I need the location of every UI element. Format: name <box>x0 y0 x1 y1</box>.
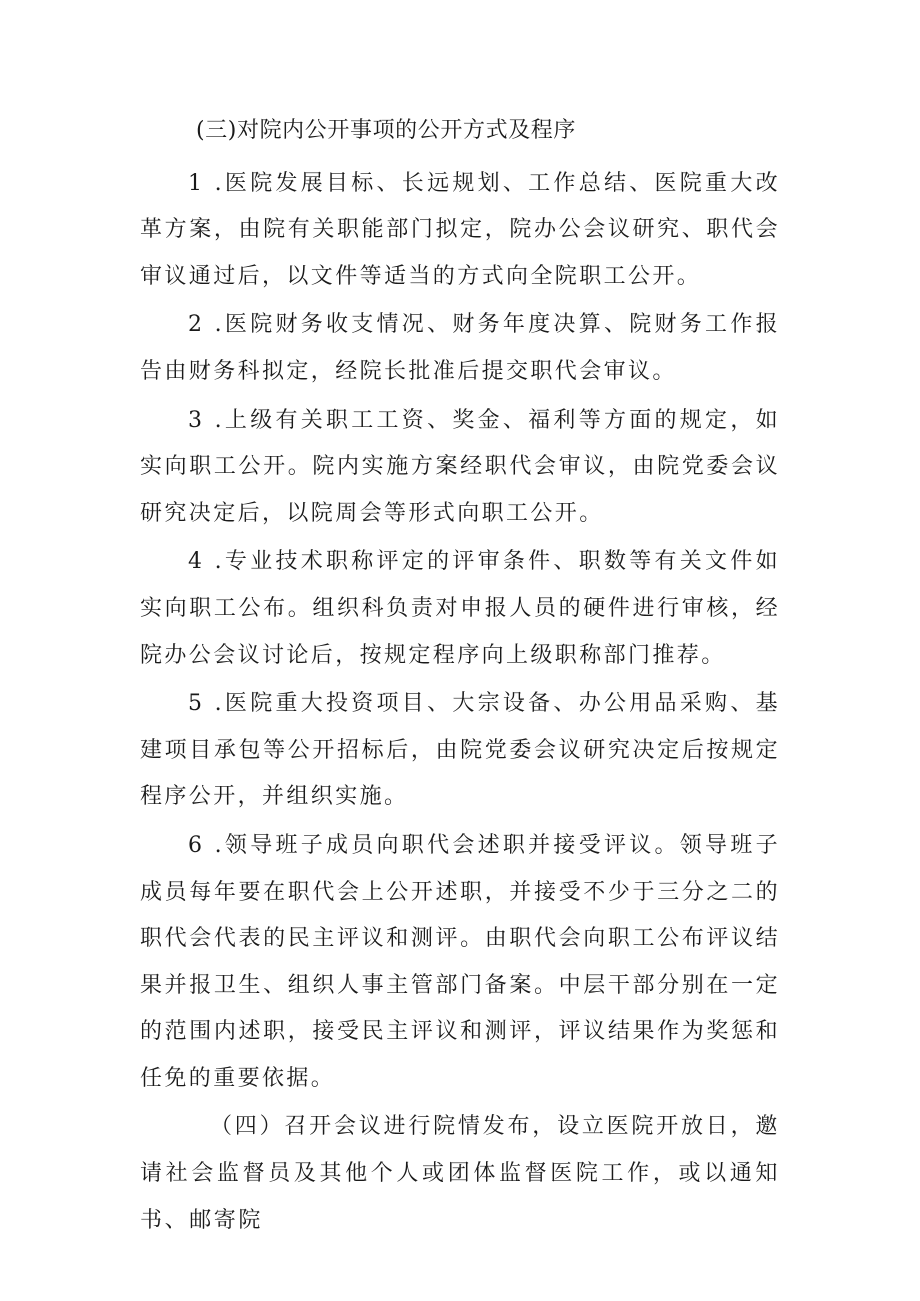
list-item-1: 1 .医院发展目标、长远规划、工作总结、医院重大改革方案，由院有关职能部门拟定，院办公会议研究、职代会审议通过后，以文件等适当的方式向全院职工公开。 <box>140 170 780 289</box>
list-item-2: 2 .医院财务收支情况、财务年度决算、院财务工作报告由财务科拟定，经院长批准后提交职代会审议。 <box>140 312 780 384</box>
document-body <box>140 108 780 1244</box>
section-paragraph-4: （四）召开会议进行院情发布，设立医院开放日，邀请社会监督员及其他个人或团体监督医院工作，或以通知书、邮寄院 <box>140 1114 780 1233</box>
section-heading-3: (三)对院内公开事项的公开方式及程序 <box>196 118 576 143</box>
list-item-3: 3 .上级有关职工工资、奖金、福利等方面的规定，如实向职工公开。院内实施方案经职代会审议，由院党委会议研究决定后，以院周会等形式向职工公开。 <box>140 407 780 526</box>
list-item-5: 5 .医院重大投资项目、大宗设备、办公用品采购、基建项目承包等公开招标后，由院党委会议研究决定后按规定程序公开，并组织实施。 <box>140 691 780 810</box>
list-item-6: 6 .领导班子成员向职代会述职并接受评议。领导班子成员每年要在职代会上公开述职，并接受不少于三分之二的职代会代表的民主评议和测评。由职代会向职工公布评议结果并报卫生、组织人事主管部门备案。中层干部分别在一定的范围内述职，接受民主评议和测评，评议结果作为奖惩和任免的重要依据。 <box>140 832 780 1091</box>
list-item-4: 4 .专业技术职称评定的评审条件、职数等有关文件如实向职工公布。组织科负责对申报人员的硬件进行审核，经院办公会议讨论后，按规定程序向上级职称部门推荐。 <box>140 549 780 668</box>
